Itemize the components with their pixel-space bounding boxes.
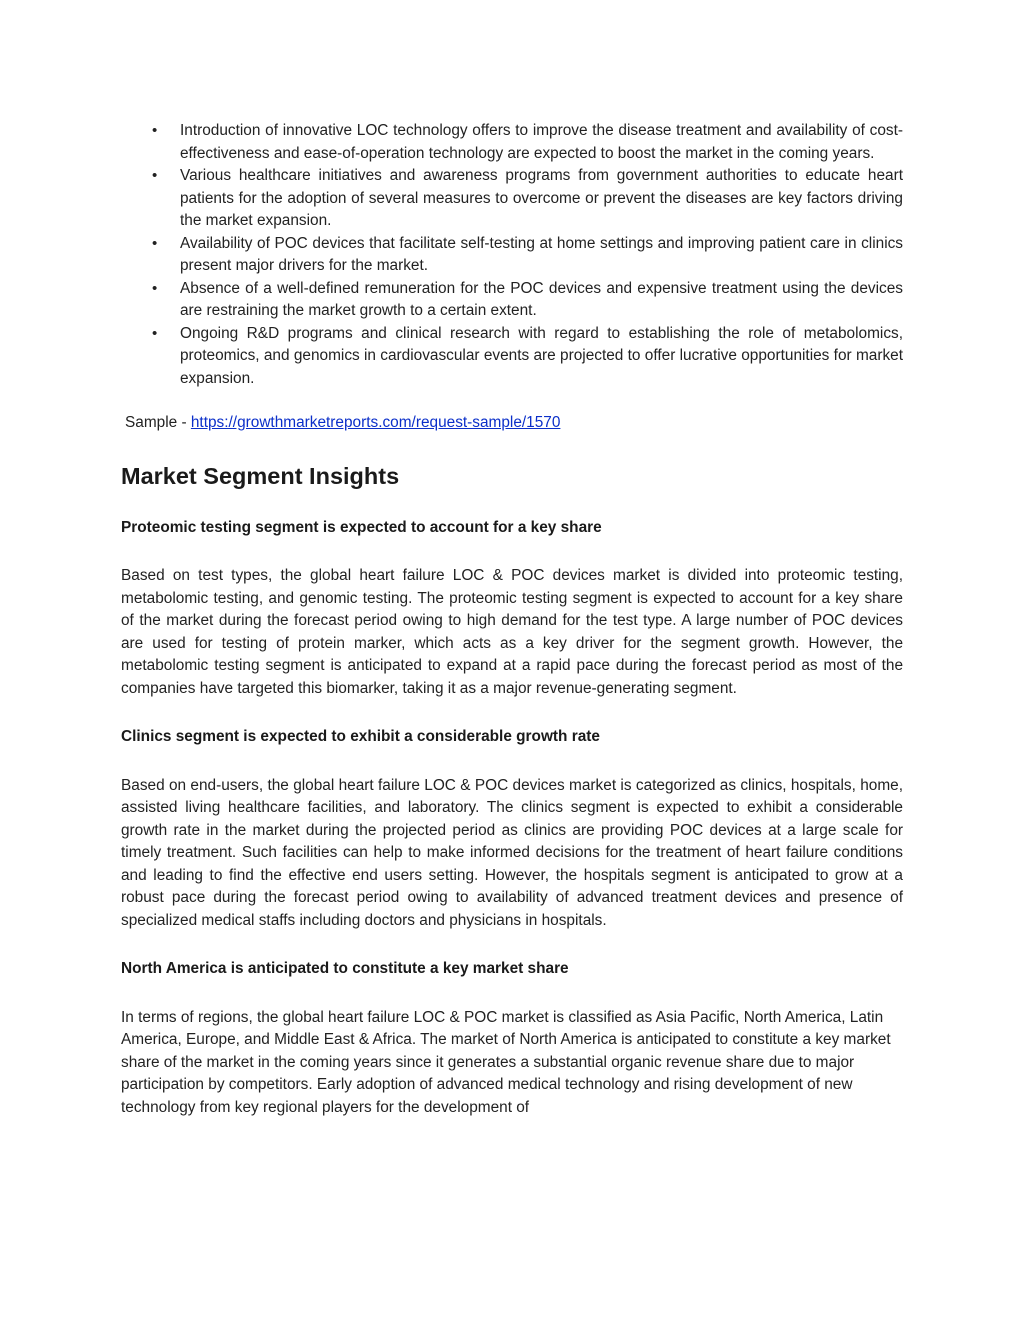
subsection-heading-proteomic: Proteomic testing segment is expected to account for a key share <box>121 518 602 536</box>
bullet-text: Availability of POC devices that facilitate self-testing at home settings and improving patient care in clinics present major drivers for the market. <box>180 234 903 274</box>
bullet-dot-icon: • <box>152 324 158 342</box>
bullet-dot-icon: • <box>152 122 158 139</box>
bullet-dot-icon: • <box>152 279 158 297</box>
bullet-item <box>121 278 903 323</box>
bullet-list <box>121 120 903 390</box>
bullet-item <box>121 120 903 165</box>
sample-label: Sample - <box>125 414 191 431</box>
subsection-body-north-america: In terms of regions, the global heart failure LOC & POC market is classified as Asia Pacific, North America, Latin America, Europe, and Middle East & Africa. The market of North America is anticipated to constitute a key market share of the market in the coming years since it generates a substantial organic revenue share due to major participation by competitors. Early adoption of advanced medical technology and rising development of new technology from key regional players for the development of <box>121 1008 891 1116</box>
bullet-item <box>121 323 903 391</box>
bullet-item <box>121 165 903 233</box>
subsection-heading-clinics: Clinics segment is expected to exhibit a considerable growth rate <box>121 728 600 745</box>
bullet-text: Various healthcare initiatives and awareness programs from government authorities to educate heart patients for the adoption of several measures to overcome or prevent the diseases are key factors driving the market expansion. <box>180 167 903 229</box>
bullet-item <box>121 233 903 278</box>
bullet-dot-icon: • <box>152 167 158 184</box>
document-page <box>121 120 903 1119</box>
sample-line <box>121 412 903 435</box>
section-title: Market Segment Insights <box>121 462 400 489</box>
subsection-heading-north-america: North America is anticipated to constitute a key market share <box>121 960 569 977</box>
bullet-dot-icon: • <box>152 234 158 252</box>
sample-link[interactable]: https://growthmarketreports.com/request-sample/1570 <box>190 414 561 431</box>
bullet-text: Ongoing R&D programs and clinical research with regard to establishing the role of metabolomics, proteomics, and genomics in cardiovascular events are projected to offer lucrative opportunities for market expansion. <box>180 324 903 387</box>
bullet-text: Absence of a well-defined remuneration for the POC devices and expensive treatment using the devices are restraining the market growth to a certain extent. <box>180 279 903 319</box>
subsection-body-proteomic: Based on test types, the global heart failure LOC & POC devices market is divided into proteomic testing, metabolomic testing, and genomic testing. The proteomic testing segment is expected to account for a key share of the market during the forecast period owing to high demand for the test type. A large number of POC devices are used for testing of protein marker, which acts as a key driver for the segment growth. However, the metabolomic testing segment is anticipated to expand at a rapid pace during the forecast period as most of the companies have targeted this biomarker, taking it as a major revenue-generating segment. <box>121 567 903 697</box>
bullet-text: Introduction of innovative LOC technology offers to improve the disease treatment and availability of cost-effectiveness and ease-of-operation technology are expected to boost the market in the coming years. <box>180 122 903 162</box>
subsection-body-clinics: Based on end-users, the global heart failure LOC & POC devices market is categorized as clinics, hospitals, home, assisted living healthcare facilities, and laboratory. The clinics segment is expected to exhibit a considerable growth rate in the market during the projected period as clinics are providing POC devices at a large scale for timely treatment. Such facilities can help to make informed decisions for the treatment of heart failure conditions and leading to find the effective end users setting. However, the hospitals segment is anticipated to grow at a robust pace during the forecast period owing to availability of advanced treatment devices and presence of specialized medical staffs including doctors and physicians in hospitals. <box>121 776 903 929</box>
